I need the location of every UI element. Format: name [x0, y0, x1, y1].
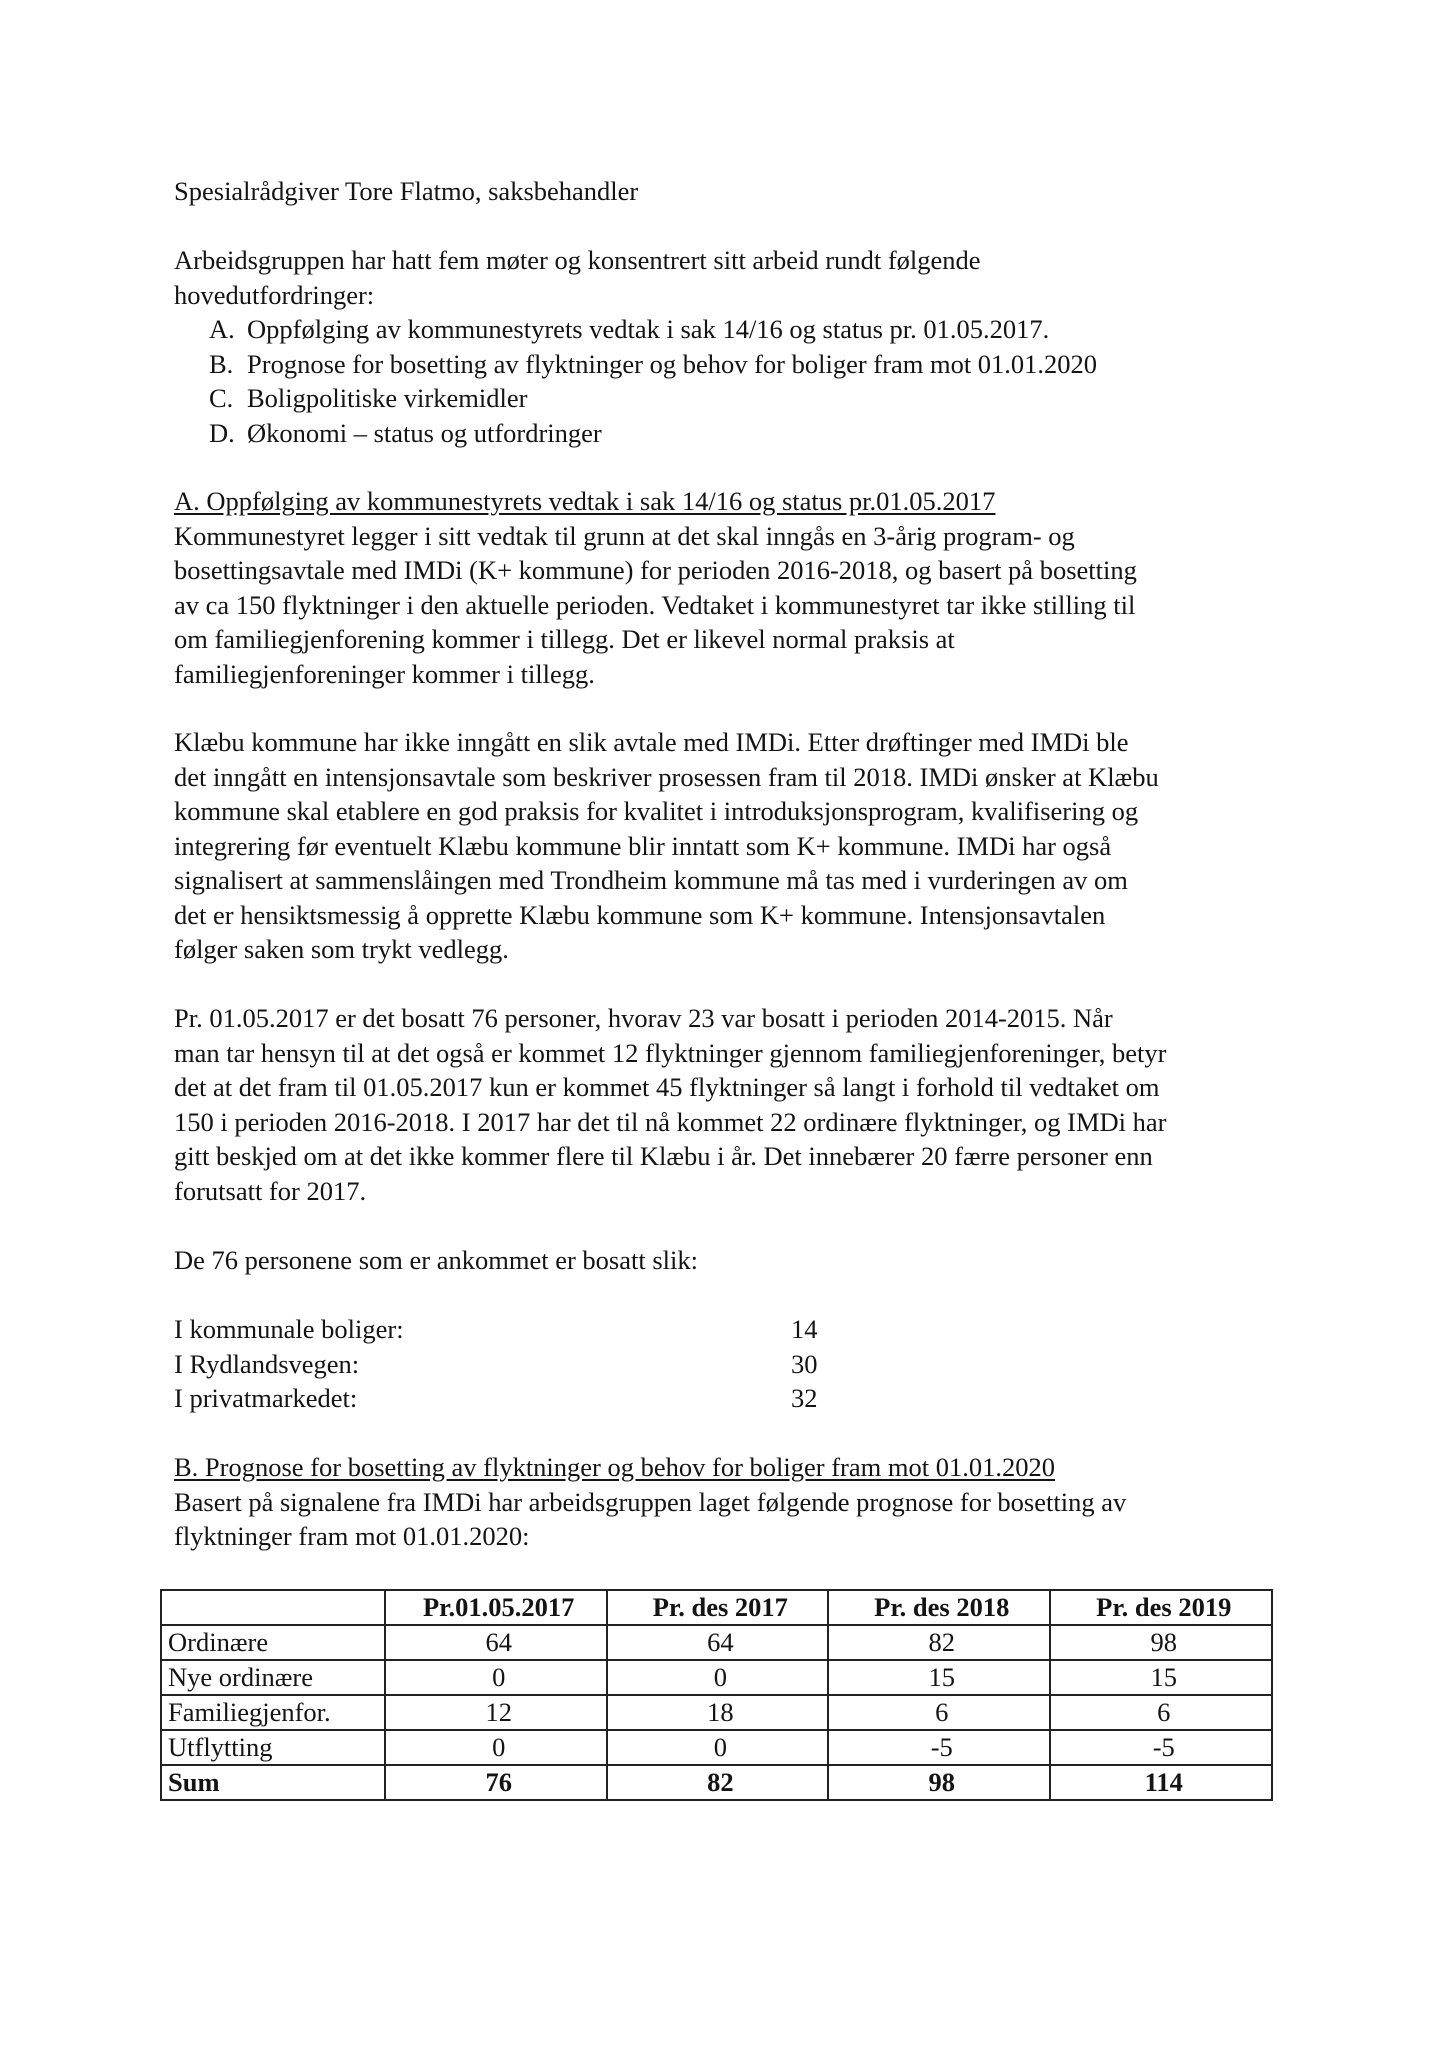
table-cell: 0 — [385, 1660, 607, 1695]
list-letter: C. — [209, 383, 234, 413]
list-item-b — [174, 347, 1294, 382]
distribution-row — [174, 1381, 1294, 1416]
list-item-c — [174, 381, 1294, 416]
table-header-row — [161, 1590, 1272, 1625]
paragraph-line: det er hensiktsmessig å opprette Klæbu kommune som K+ kommune. Intensjonsavtalen — [174, 899, 1106, 930]
list-text: Økonomi – status og utfordringer — [247, 417, 602, 448]
table-cell: -5 — [1050, 1730, 1273, 1765]
section-a-para2 — [174, 725, 1294, 967]
author-line: Spesialrådgiver Tore Flatmo, saksbehandler — [174, 176, 639, 206]
section-b-heading: B. Prognose for bosetting av flyktninger og behov for boliger fram mot 01.01.2020 — [174, 1452, 1055, 1482]
paragraph-line: det at det fram til 01.05.2017 kun er kommet 45 flyktninger så langt i forhold til vedtaket om — [174, 1072, 1160, 1102]
table-cell: 12 — [385, 1695, 607, 1730]
distribution-row — [174, 1347, 1294, 1382]
paragraph-line: om familiegjenforening kommer i tillegg. Det er likevel normal praksis at — [174, 624, 955, 654]
row-label: Familiegjenfor. — [161, 1695, 385, 1730]
section-a-para3 — [174, 1001, 1294, 1208]
paragraph-line: man tar hensyn til at det også er kommet 12 flyktninger gjennom familiegjenforeninger, betyr — [174, 1037, 1167, 1068]
table-cell: 64 — [607, 1625, 828, 1660]
table-cell: 98 — [828, 1765, 1049, 1800]
table-cell: 6 — [1050, 1695, 1273, 1730]
table-cell: 98 — [1050, 1625, 1273, 1660]
paragraph-line: Klæbu kommune har ikke inngått en slik avtale med IMDi. Etter drøftinger med IMDi ble — [174, 727, 1129, 757]
table-row — [161, 1695, 1272, 1730]
table-cell: 82 — [607, 1765, 828, 1800]
table-cell: 0 — [607, 1730, 828, 1765]
list-text: Prognose for bosetting av flyktninger og behov for boliger fram mot 01.01.2020 — [247, 348, 1098, 379]
paragraph-line: Pr. 01.05.2017 er det bosatt 76 personer, hvorav 23 var bosatt i perioden 2014-2015. Når — [174, 1003, 1113, 1033]
table-cell: 76 — [385, 1765, 607, 1800]
distribution-list — [174, 1312, 1294, 1416]
section-a-para4 — [174, 1243, 1294, 1278]
intro-line: Arbeidsgruppen har hatt fem møter og konsentrert sitt arbeid rundt følgende — [174, 245, 981, 275]
distribution-label: I privatmarkedet: — [174, 1383, 358, 1413]
list-letter: A. — [209, 314, 235, 344]
paragraph-line: gitt beskjed om at det ikke kommer flere til Klæbu i år. Det innebærer 20 færre personer enn — [174, 1141, 1153, 1171]
paragraph-line: flyktninger fram mot 01.01.2020: — [174, 1521, 530, 1551]
table-header-cell: Pr.01.05.2017 — [385, 1590, 607, 1625]
paragraph-line: signalisert at sammenslåingen med Trondheim kommune må tas med i vurderingen av om — [174, 865, 1128, 895]
paragraph-line: av ca 150 flyktninger i den aktuelle perioden. Vedtaket i kommunestyret tar ikke stilling til — [174, 589, 1136, 620]
paragraph-line: Kommunestyret legger i sitt vedtak til grunn at det skal inngås en 3-årig program- og — [174, 520, 1075, 551]
paragraph-line: familiegjenforeninger kommer i tillegg. — [174, 658, 595, 689]
row-label: Nye ordinære — [161, 1660, 385, 1695]
paragraph-line: det inngått en intensjonsavtale som beskriver prosessen fram til 2018. IMDi ønsker at Klæbu — [174, 761, 1159, 792]
table-row — [161, 1730, 1272, 1765]
distribution-label: I kommunale boliger: — [174, 1314, 404, 1344]
table-cell: 0 — [607, 1660, 828, 1695]
table-cell: 15 — [828, 1660, 1049, 1695]
paragraph-line: bosettingsavtale med IMDi (K+ kommune) for perioden 2016-2018, og basert på bosetting — [174, 555, 1137, 585]
table-header-cell — [161, 1590, 385, 1625]
paragraph-line: kommune skal etablere en god praksis for kvalitet i introduksjonsprogram, kvalifisering og — [174, 796, 1139, 826]
list-item-d — [174, 416, 1294, 451]
table-cell: 0 — [385, 1730, 607, 1765]
table-cell: -5 — [828, 1730, 1049, 1765]
paragraph-line: følger saken som trykt vedlegg. — [174, 934, 509, 964]
distribution-value: 32 — [791, 1383, 818, 1413]
table-row — [161, 1625, 1272, 1660]
list-text: Boligpolitiske virkemidler — [247, 383, 528, 413]
table-cell: 6 — [828, 1695, 1049, 1730]
table-header-cell: Pr. des 2017 — [607, 1590, 828, 1625]
distribution-value: 14 — [791, 1314, 818, 1344]
paragraph-line: De 76 personene som er ankommet er bosatt slik: — [174, 1245, 698, 1275]
table-header-cell: Pr. des 2018 — [828, 1590, 1049, 1625]
table-cell: 114 — [1050, 1765, 1273, 1800]
paragraph-line: 150 i perioden 2016-2018. I 2017 har det til nå kommet 22 ordinære flyktninger, og IMDi har — [174, 1106, 1167, 1137]
table-header-cell: Pr. des 2019 — [1050, 1590, 1273, 1625]
section-a-heading: A. Oppfølging av kommunestyrets vedtak i sak 14/16 og status pr.01.05.2017 — [174, 486, 996, 516]
intro-line: hovedutfordringer: — [174, 279, 375, 310]
section-b-block — [174, 1450, 1294, 1554]
table-cell: 15 — [1050, 1660, 1273, 1695]
paragraph-line: Basert på signalene fra IMDi har arbeidsgruppen laget følgende prognose for bosetting av — [174, 1486, 1127, 1517]
row-label: Ordinære — [161, 1625, 385, 1660]
table-cell: 64 — [385, 1625, 607, 1660]
paragraph-line: integrering før eventuelt Klæbu kommune blir inntatt som K+ kommune. IMDi har også — [174, 830, 1112, 861]
row-label: Sum — [161, 1765, 385, 1800]
table-cell: 18 — [607, 1695, 828, 1730]
distribution-row — [174, 1312, 1294, 1347]
paragraph-line: forutsatt for 2017. — [174, 1175, 367, 1206]
list-letter: D. — [209, 417, 235, 448]
intro-block — [174, 243, 1294, 450]
section-a-block — [174, 484, 1294, 691]
distribution-label: I Rydlandsvegen: — [174, 1348, 360, 1379]
table-sum-row — [161, 1765, 1272, 1800]
list-item-a — [174, 312, 1294, 347]
author-line-block — [174, 174, 1294, 209]
list-text: Oppfølging av kommunestyrets vedtak i sak 14/16 og status pr. 01.05.2017. — [247, 314, 1050, 344]
row-label: Utflytting — [161, 1730, 385, 1765]
prognosis-table — [160, 1589, 1273, 1801]
list-letter: B. — [209, 348, 234, 379]
table-cell: 82 — [828, 1625, 1049, 1660]
distribution-value: 30 — [791, 1348, 818, 1379]
table-row — [161, 1660, 1272, 1695]
